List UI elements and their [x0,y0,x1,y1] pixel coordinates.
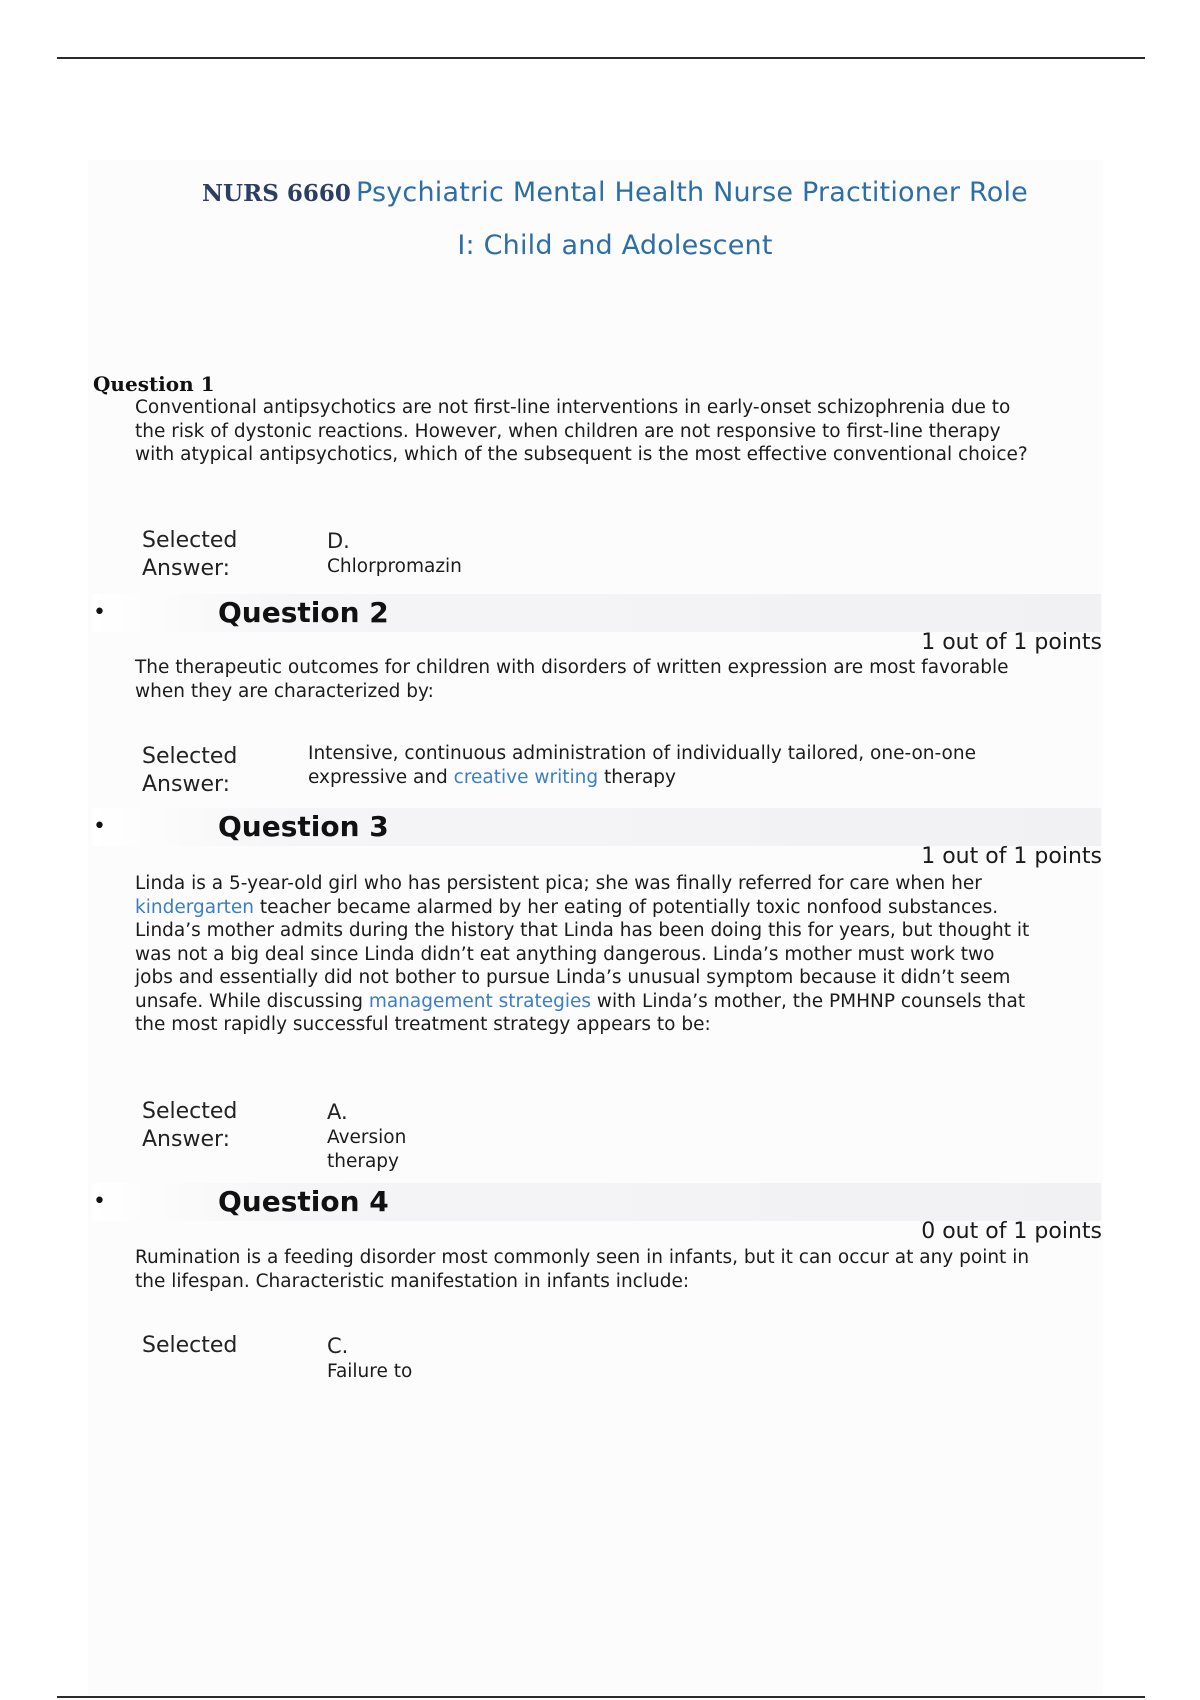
question-1-text-part: Conventional antipsychotics are not first-line interventions in early-onset schizophrenia due to the risk of dystonic reactions. However, when children are not responsive to first-line therapy with atypical antipsychotics, which of the subsequent is the most effective conventional choice? [135,397,1028,465]
question-3-bullet: • [93,814,106,839]
question-3-answer-text [327,1126,406,1174]
answer-text-part: therapy [598,767,676,788]
question-1-answer-letter: D. [327,529,350,553]
question-1-answer-text: Chlorpromazin [327,556,462,577]
question-4-text [135,1246,1035,1293]
question-1-heading: Question 1 [93,372,215,396]
question-1-selected-label [142,527,237,583]
question-3-points: 1 out of 1 points [921,844,1102,869]
question-3-answer-letter: A. [327,1100,348,1124]
selected-label-line-1: Selected [142,1333,238,1358]
question-4-heading: Question 4 [218,1185,389,1218]
question-3-text-part: teacher became alarmed by her eating of potentially toxic nonfood substances. Linda’s mother admits during the history that Linda has been doing this for years, but thought it was not a big deal since Linda didn’t eat anything dangerous. Linda’s mother must work two jobs and essentially did not bother to pursue Linda’s unusual symptom because it didn’t seem unsafe. While discussing [135,896,1030,1012]
title-line-2: I: Child and Adolescent [457,230,773,261]
question-1-text [135,396,1035,467]
selected-label-line-2: Answer: [142,556,231,581]
question-4-points: 0 out of 1 points [921,1219,1102,1244]
question-2-heading: Question 2 [218,596,389,629]
question-3-text-part: Linda is a 5-year-old girl who has persistent pica; she was finally referred for care when her [135,873,982,894]
document-title [130,168,1100,274]
course-code: NURS 6660 [202,180,351,207]
question-4-answer-letter: C. [327,1334,349,1358]
creative-writing-link[interactable]: creative writing [453,767,599,788]
question-3-selected-label [142,1098,237,1154]
selected-label-line-2: Answer: [142,772,231,797]
answer-text-line-1: Aversion [327,1127,407,1148]
question-2-answer-text [308,742,1048,790]
question-4-answer-text: Failure to [327,1361,413,1382]
selected-label-line-1: Selected [142,528,238,553]
selected-label-line-1: Selected [142,744,238,769]
question-3-text [135,872,1035,1037]
question-2-text [135,656,1035,703]
question-2-points: 1 out of 1 points [921,630,1102,655]
selected-label-line-1: Selected [142,1099,238,1124]
question-2-text-part: The therapeutic outcomes for children with disorders of written expression are most favorable when they are characterized by: [135,657,1009,702]
question-3-heading: Question 3 [218,810,389,843]
question-4-selected-label [142,1332,237,1360]
management-strategies-link[interactable]: management strategies [368,990,592,1012]
kindergarten-link[interactable]: kindergarten [135,896,255,918]
bottom-rule [57,1696,1145,1698]
question-3-text-part: with Linda’s mother, the PMHNP counsels that the most rapidly successful treatment strategy appears to be: [135,990,1026,1035]
question-2-bullet: • [93,600,106,625]
top-rule [57,57,1145,59]
answer-text-line-2: therapy [327,1151,399,1172]
selected-label-line-2: Answer: [142,1127,231,1152]
question-2-selected-label [142,743,237,799]
answer-text-part: Intensive, continuous administration of individually tailored, one-on-one expressive and [308,743,976,788]
question-4-bullet: • [93,1189,106,1214]
question-4-text-part: Rumination is a feeding disorder most commonly seen in infants, but it can occur at any point in the lifespan. Characteristic manifestation in infants include: [135,1247,1030,1292]
title-line-1: Psychiatric Mental Health Nurse Practitioner Role [355,177,1028,208]
